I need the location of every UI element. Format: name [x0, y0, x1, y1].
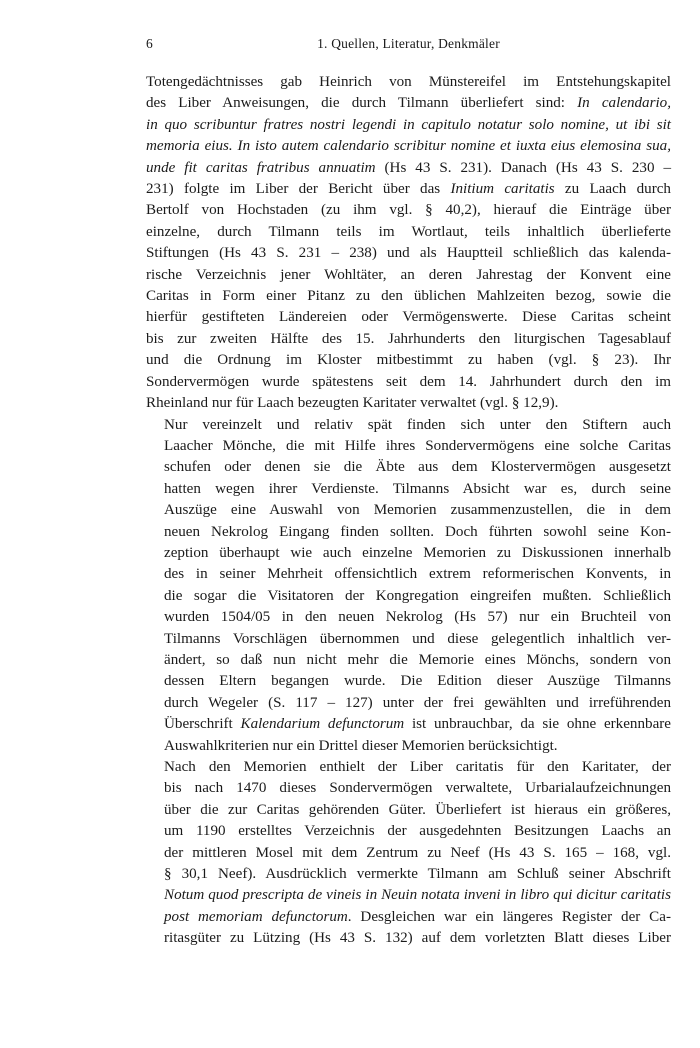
text-line [146, 479, 671, 500]
text-line [146, 885, 671, 906]
text-segment: Stiftungen (Hs 43 S. 231 – 238) und als Hauptteil schließlich das kalenda- [146, 245, 671, 262]
italic-segment: Notum quod prescripta de vineis in Neuin notata inveni in libro qui dicitur caritatis [164, 887, 671, 904]
text-line [146, 564, 671, 585]
text-segment: Bertolf von Hochstaden (zu ihm vgl. § 40,2), hierauf die Einträge über [146, 202, 671, 219]
text-segment: ritasgüter zu Lützing (Hs 43 S. 132) auf dem vorletzten Blatt dieses Liber [164, 930, 671, 947]
text-line [146, 372, 671, 393]
text-line [146, 72, 671, 93]
text-line [146, 179, 671, 200]
text-segment: (Hs 43 S. 231). Danach (Hs 43 S. 230 – [375, 159, 671, 176]
text-segment: ist unbrauchbar, da sie ohne erkennbare [404, 716, 671, 733]
text-segment: um 1190 erstelltes Verzeichnis der ausgedehnten Besitzungen Laachs an [164, 823, 671, 840]
text-segment: Sondervermögen wurde spätestens seit dem 14. Jahrhundert durch den im [146, 373, 671, 390]
text-line [146, 265, 671, 286]
italic-segment: unde fit caritas fratribus annuatim [146, 159, 376, 176]
text-line [146, 200, 671, 221]
text-line [146, 928, 671, 949]
text-segment: zu Laach durch [554, 181, 671, 198]
text-line [146, 158, 671, 179]
body-text [146, 72, 671, 950]
text-segment: und die Ordnung im Kloster mitbestimmt zu haben (vgl. § 23). Ihr [146, 352, 671, 369]
italic-segment: In calendario, [577, 95, 671, 112]
text-line [146, 243, 671, 264]
text-segment: . Desgleichen war ein längeres Register der Ca- [347, 908, 671, 925]
text-line [146, 650, 671, 671]
text-segment: des Liber Anweisungen, die durch Tilmann überliefert sind: [146, 95, 578, 112]
text-line [146, 457, 671, 478]
text-segment: hierfür gestifteten Ländereien oder Vermögenswerte. Diese Caritas scheint [146, 309, 671, 326]
paragraph [146, 415, 671, 758]
text-segment: Caritas in Form einer Pitanz zu den üblichen Mahlzeiten bezog, sowie die [146, 288, 671, 305]
text-segment: Rheinland nur für Laach bezeugten Karitater verwaltet (vgl. § 12,9). [146, 395, 559, 412]
text-segment: ändert, so daß nun nicht mehr die Memorie eines Mönchs, sondern von [164, 651, 671, 668]
text-line [146, 136, 671, 157]
text-segment: Nur vereinzelt und relativ spät finden sich unter den Stiftern auch [164, 416, 671, 433]
text-line [146, 864, 671, 885]
text-segment: bis nach 1470 dieses Sondervermögen verwaltete, Urbarialaufzeichnungen [164, 780, 671, 797]
running-title: 1. Quellen, Literatur, Denkmäler [317, 36, 500, 51]
text-segment: des in seiner Mehrheit offensichtlich extrem reformerischen Konvents, in [164, 566, 671, 583]
text-segment: durch Wegeler (S. 117 – 127) unter der frei gewählten und irreführenden [164, 694, 671, 711]
text-segment: die sogar die Visitatoren der Kongregation eingreifen mußten. Schließlich [164, 587, 671, 604]
text-line [146, 714, 671, 735]
text-line [146, 222, 671, 243]
text-segment: dessen Eltern begangen wurde. Die Edition dieser Auszüge Tilmanns [164, 673, 671, 690]
text-segment: bis zur zweiten Hälfte des 15. Jahrhunderts den liturgischen Tagesablauf [146, 330, 671, 347]
text-line [146, 307, 671, 328]
text-line [146, 415, 671, 436]
text-line [146, 778, 671, 799]
text-segment: Totengedächtnisses gab Heinrich von Münstereifel im Entstehungskapitel [146, 74, 671, 90]
page-number: 6 [146, 36, 153, 51]
text-segment: wurden 1504/05 in den neuen Nekrolog (Hs 57) nur ein Bruchteil von [164, 609, 671, 626]
text-line [146, 800, 671, 821]
text-line [146, 329, 671, 350]
text-line [146, 543, 671, 564]
italic-segment: memoria eius. In isto autem calendario scribitur nomine et iuxta eius elemosina sua, [146, 138, 671, 155]
text-line [146, 821, 671, 842]
paragraph [146, 757, 671, 950]
text-segment: Auszüge eine Auswahl von Memorien zusammenzustellen, die in dem [164, 502, 671, 519]
text-segment: Überschrift [164, 716, 241, 733]
book-page [146, 36, 671, 950]
text-line [146, 393, 671, 414]
text-segment: der mittleren Mosel mit dem Zentrum zu Neef (Hs 43 S. 165 – 168, vgl. [164, 844, 671, 861]
text-line [146, 436, 671, 457]
text-line [146, 586, 671, 607]
text-segment: zeption überhaupt wie auch einzelne Memorien zu Diskussionen innerhalb [164, 544, 671, 561]
text-line [146, 286, 671, 307]
text-line [146, 736, 671, 757]
italic-segment: Initium caritatis [450, 181, 555, 198]
text-line [146, 671, 671, 692]
text-segment: § 30,1 Neef). Ausdrücklich vermerkte Tilmann am Schluß seiner Abschrift [164, 866, 671, 883]
text-segment: Auswahlkriterien nur ein Drittel dieser Memorien berücksichtigt. [164, 737, 558, 754]
text-segment: Tilmanns Vorschlägen übernommen und diese gelegentlich inhaltlich ver- [164, 630, 671, 647]
text-segment: hatten wegen ihrer Verdienste. Tilmanns Absicht war es, durch seine [164, 480, 671, 497]
text-line [146, 93, 671, 114]
text-segment: 231) folgte im Liber der Bericht über das [146, 181, 451, 198]
text-line [146, 693, 671, 714]
italic-segment: post memoriam defunctorum [164, 908, 348, 925]
text-segment: Nach den Memorien enthielt der Liber caritatis für den Karitater, der [164, 759, 671, 775]
page-header [146, 36, 671, 58]
text-line [146, 907, 671, 928]
italic-segment: Kalendarium defunctorum [240, 716, 405, 733]
text-segment: einzelne, durch Tilmann teils im Wortlaut, teils inhaltlich überlieferte [146, 223, 671, 240]
italic-segment: in quo scribuntur fratres nostri legendi in capitulo notatur solo nomine, ut ibi sit [146, 116, 671, 133]
text-line [146, 757, 671, 778]
text-line [146, 607, 671, 628]
text-line [146, 500, 671, 521]
text-segment: rische Verzeichnis jener Wohltäter, an deren Jahrestag der Konvent eine [146, 266, 671, 283]
text-segment: schufen oder denen sie die Äbte aus dem Klostervermögen ausgesetzt [164, 459, 671, 476]
text-line [146, 115, 671, 136]
text-line [146, 350, 671, 371]
text-segment: neuen Nekrolog Eingang finden sollten. Doch führten sowohl seine Kon- [164, 523, 671, 540]
text-line [146, 522, 671, 543]
paragraph [146, 72, 671, 415]
text-line [146, 843, 671, 864]
text-line [146, 629, 671, 650]
text-segment: Laacher Mönche, die mit Hilfe ihres Sondervermögens eine solche Caritas [164, 437, 671, 454]
text-segment: über die zur Caritas gehörenden Güter. Überliefert ist hieraus ein größeres, [164, 801, 671, 818]
